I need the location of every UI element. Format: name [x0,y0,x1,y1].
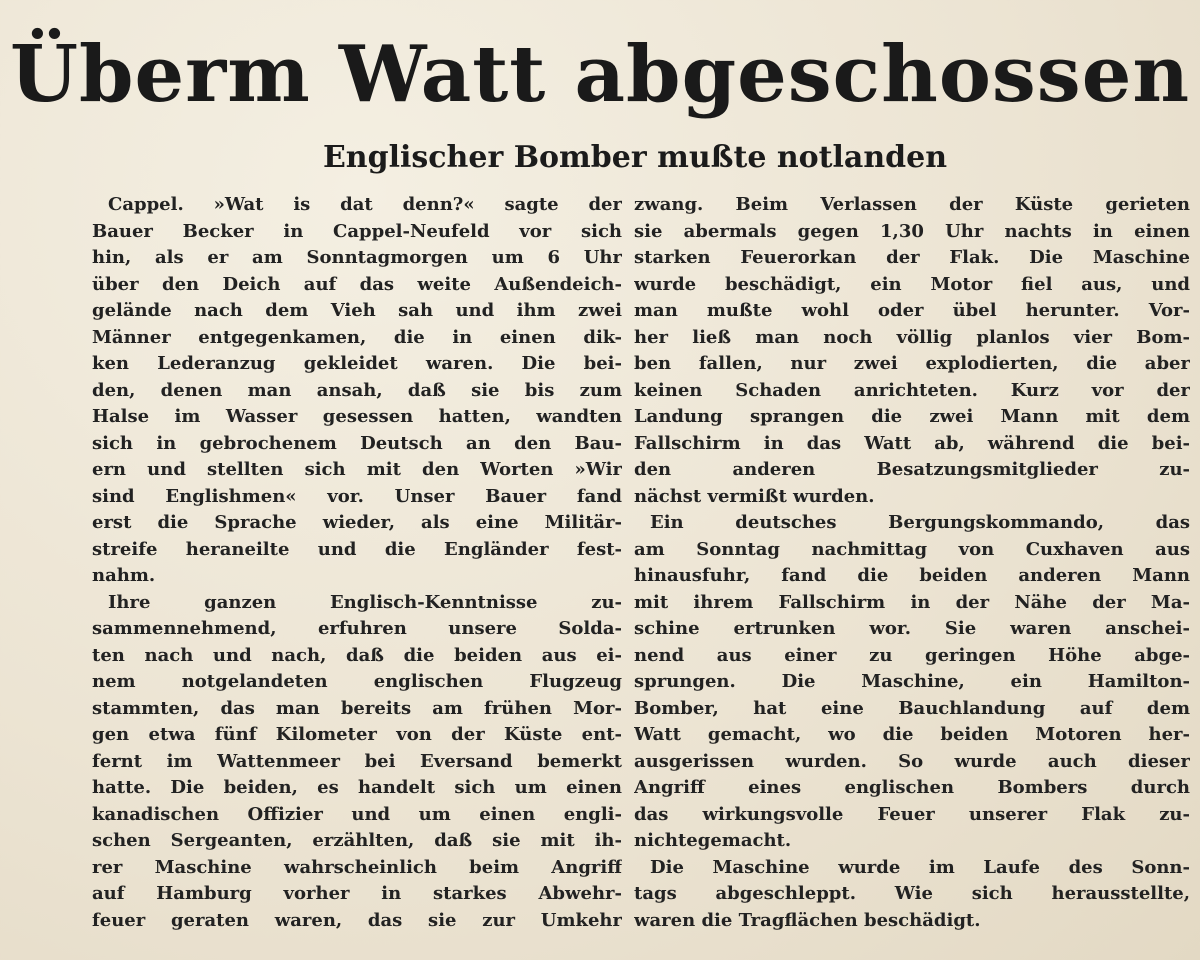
text-line: starken Feuerorkan der Flak. Die Maschine [634,247,1190,268]
text-line: Fallschirm in das Watt ab, während die bei- [634,432,1190,454]
text-line: keinen Schaden anrichteten. Kurz vor der [634,379,1190,401]
text-line: sie abermals gegen 1,30 Uhr nachts in einen [634,220,1190,242]
text-line: Ihre ganzen Englisch-Kenntnisse zu- [108,591,622,613]
text-line: nichtegemacht. [634,830,792,851]
text-line: Die Maschine wurde im Laufe des Sonn- [650,856,1190,878]
text-line: Halse im Wasser gesessen hatten, wandten [92,406,622,427]
text-line: ken Lederanzug gekleidet waren. Die bei- [92,353,622,374]
text-line: nem notgelandeten englischen Flugzeug [92,671,622,692]
text-line: nahm. [92,565,156,586]
text-line: gelände nach dem Vieh sah und ihm zwei [92,300,622,321]
text-line: streife heraneilte und die Engländer fest- [92,538,622,560]
text-line: kanadischen Offizier und um einen engli- [92,803,622,825]
text-line: hatte. Die beiden, es handelt sich um einen [92,777,622,798]
text-line: schine ertrunken wor. Sie waren anschei- [634,618,1190,639]
text-line: sammennehmend, erfuhren unsere Solda- [92,618,622,639]
text-line: sind Englishmen« vor. Unser Bauer fand [92,485,622,507]
text-line: Ein deutsches Bergungskommando, das [650,512,1190,533]
text-line: gen etwa fünf Kilometer von der Küste ent- [92,724,622,745]
text-line: wurde beschädigt, ein Motor fiel aus, und [634,273,1190,295]
text-line: ern und stellten sich mit den Worten »Wir [92,459,622,480]
text-line: feuer geraten waren, das sie zur Umkehr [92,909,622,931]
text-line: erst die Sprache wieder, als eine Militär- [92,512,622,533]
text-line: hin, als er am Sonntagmorgen um 6 Uhr [92,247,622,268]
text-line: das wirkungsvolle Feuer unserer Flak zu- [634,803,1190,825]
text-line: Landung sprangen die zwei Mann mit dem [634,406,1190,427]
text-line: Männer entgegenkamen, die in einen dik- [92,326,622,348]
text-line: ten nach und nach, daß die beiden aus ei- [92,644,622,666]
text-line: sprungen. Die Maschine, ein Hamilton- [634,671,1190,692]
text-line: sich in gebrochenem Deutsch an den Bau- [92,432,622,454]
text-line: mit ihrem Fallschirm in der Nähe der Ma- [634,591,1190,613]
text-line: den anderen Besatzungsmitglieder zu- [634,459,1190,480]
text-line: über den Deich auf das weite Außendeich- [92,273,622,295]
text-line: Cappel. »Wat is dat denn?« sagte der [108,194,622,215]
text-line: Bauer Becker in Cappel-Neufeld vor sich [92,220,622,242]
text-line: ausgerissen wurden. So wurde auch dieser [634,750,1190,772]
text-line: waren die Tragflächen beschädigt. [634,909,981,931]
text-line: zwang. Beim Verlassen der Küste gerieten [634,194,1190,215]
text-line: nächst vermißt wurden. [634,485,875,507]
text-line: fernt im Wattenmeer bei Eversand bemerkt [92,750,622,772]
headline: Überm Watt abgeschossen [9,29,1191,120]
text-line: Angriff eines englischen Bombers durch [634,777,1190,798]
article-column-right [634,192,1190,934]
text-line: auf Hamburg vorher in starkes Abwehr- [92,883,622,904]
subheadline: Englischer Bomber mußte notlanden [322,140,948,175]
text-line: hinausfuhr, fand die beiden anderen Mann [634,565,1190,586]
text-line: man mußte wohl oder übel herunter. Vor- [634,300,1190,321]
text-line: Bomber, hat eine Bauchlandung auf dem [634,697,1190,719]
text-line: Watt gemacht, wo die beiden Motoren her- [634,724,1190,745]
text-line: tags abgeschleppt. Wie sich herausstellte, [634,883,1190,904]
text-line: schen Sergeanten, erzählten, daß sie mit ih- [92,830,622,851]
text-line: stammten, das man bereits am frühen Mor- [92,697,622,719]
text-line: her ließ man noch völlig planlos vier Bom- [634,326,1190,348]
text-line: rer Maschine wahrscheinlich beim Angriff [92,856,622,878]
text-line: nend aus einer zu geringen Höhe abge- [634,644,1190,666]
text-line: den, denen man ansah, daß sie bis zum [92,379,622,401]
text-line: ben fallen, nur zwei explodierten, die aber [634,353,1190,374]
article-column-left [92,192,622,934]
text-line: am Sonntag nachmittag von Cuxhaven aus [634,538,1190,560]
